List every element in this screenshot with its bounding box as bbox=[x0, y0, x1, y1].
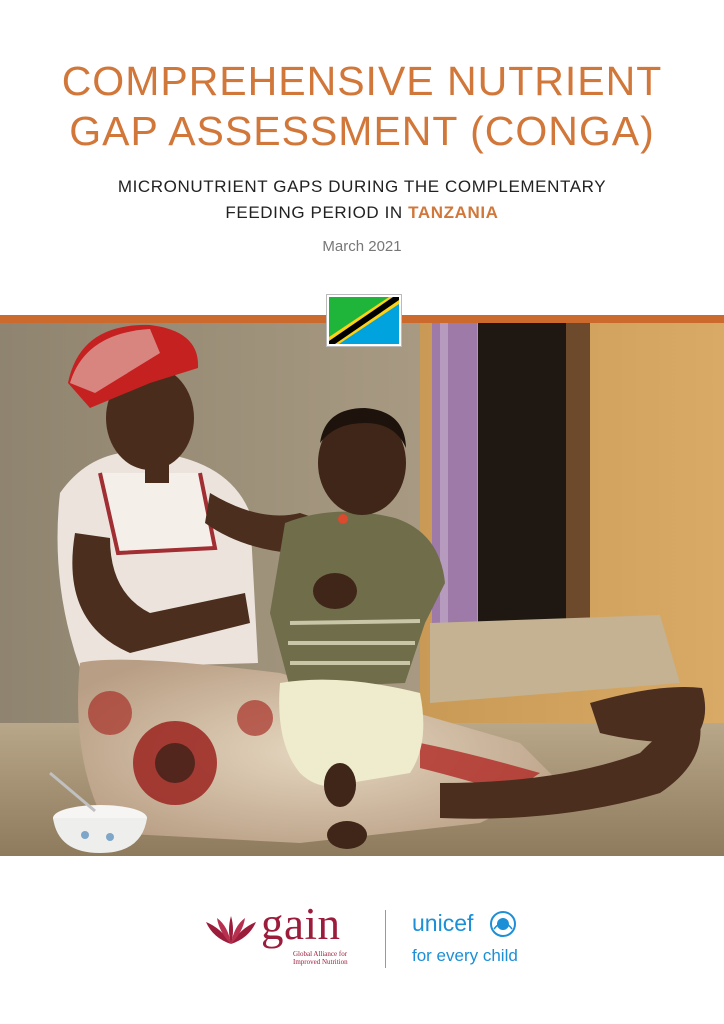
subtitle-country: TANZANIA bbox=[408, 203, 499, 222]
cover-photo bbox=[0, 323, 724, 856]
door-frame bbox=[566, 323, 590, 633]
subtitle-line-2-text: FEEDING PERIOD IN bbox=[225, 203, 403, 222]
gain-subtitle bbox=[293, 950, 373, 966]
gain-subtitle-line-2: Improved Nutrition bbox=[293, 958, 348, 966]
tanzania-flag-icon bbox=[327, 295, 401, 346]
subtitle-line-1: MICRONUTRIENT GAPS DURING THE COMPLEMENTARY bbox=[117, 177, 607, 196]
cover-subtitle bbox=[0, 174, 724, 226]
subtitle-line-2 bbox=[0, 200, 724, 226]
gain-logo bbox=[203, 899, 363, 972]
unicef-wordmark: unicef bbox=[412, 910, 474, 936]
gain-wordmark: gain bbox=[261, 899, 341, 949]
gain-leaf-icon bbox=[203, 916, 259, 946]
unicef-emblem-icon bbox=[490, 911, 516, 937]
cover-title bbox=[0, 56, 724, 156]
unicef-tagline: for every child bbox=[412, 946, 518, 965]
publication-date: March 2021 bbox=[322, 238, 402, 255]
title-line-1: COMPREHENSIVE NUTRIENT bbox=[61, 58, 663, 104]
title-line-2: GAP ASSESSMENT (CONGA) bbox=[69, 108, 655, 154]
doorway bbox=[478, 323, 566, 623]
gain-subtitle-line-1: Global Alliance for bbox=[293, 950, 348, 958]
food-morsel bbox=[338, 514, 348, 524]
logo-divider bbox=[385, 910, 386, 968]
